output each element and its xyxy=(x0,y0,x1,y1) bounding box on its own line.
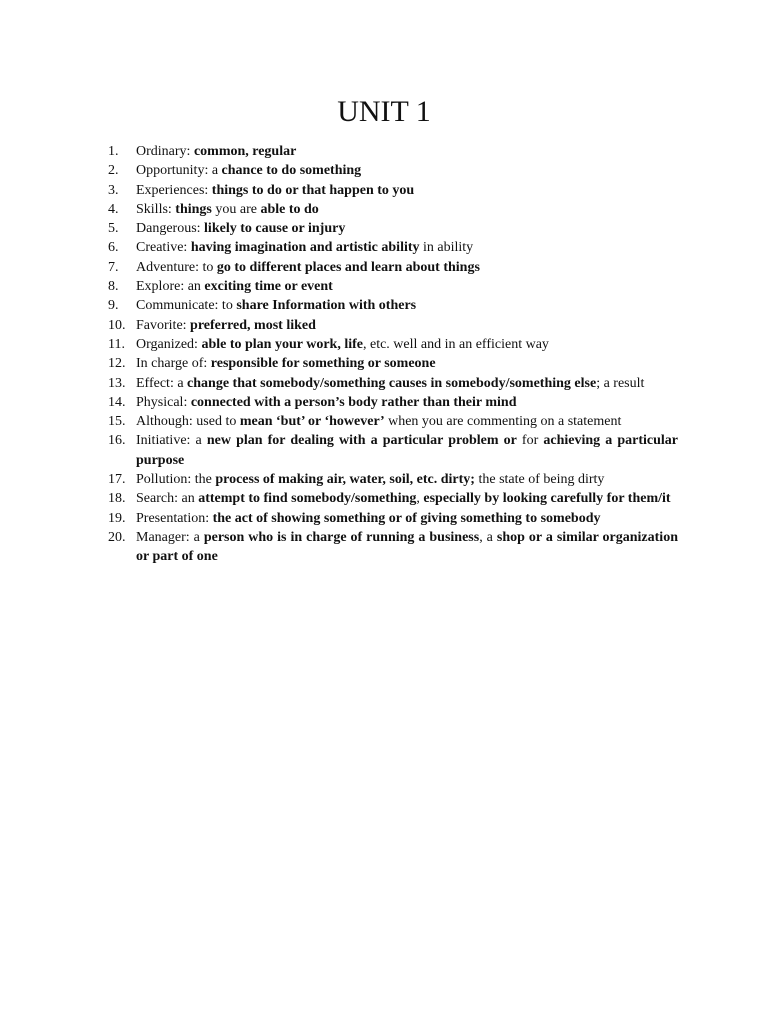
list-item-definition xyxy=(136,354,678,373)
list-item xyxy=(108,296,678,315)
list-item-definition xyxy=(136,238,678,257)
list-item-number: 6. xyxy=(108,240,119,256)
list-item-number: 12. xyxy=(108,356,126,372)
list-item-definition xyxy=(136,489,678,508)
plain-text: when you are commenting on a statement xyxy=(384,414,622,430)
bold-text: likely to cause or injury xyxy=(204,221,346,237)
list-item xyxy=(108,412,678,431)
plain-text: Organized: xyxy=(136,336,202,352)
plain-text: Search: an xyxy=(136,491,199,507)
plain-text: Favorite: xyxy=(136,317,191,333)
list-item xyxy=(108,142,678,161)
plain-text: Dangerous: xyxy=(136,221,205,237)
plain-text: for xyxy=(516,433,544,449)
plain-text: , a xyxy=(479,529,497,545)
list-item xyxy=(108,431,678,470)
plain-text: Effect: a xyxy=(136,375,188,391)
plain-text: Creative: xyxy=(136,240,191,256)
bold-text: having imagination and artistic ability xyxy=(190,240,420,256)
bold-text: change that somebody/something causes in somebody/something else xyxy=(187,375,597,391)
list-item-definition xyxy=(136,412,678,431)
bold-text: able to plan your work, life xyxy=(201,336,363,352)
list-item-number: 16. xyxy=(108,433,126,449)
list-item xyxy=(108,277,678,296)
bold-text: connected with a person’s body rather than their mind xyxy=(190,394,517,410)
bold-text: person who is in charge of running a business xyxy=(203,529,480,545)
list-item-number: 8. xyxy=(108,279,119,295)
list-item-number: 10. xyxy=(108,317,126,333)
list-item-definition xyxy=(136,277,678,296)
list-item-definition xyxy=(136,528,678,567)
list-item-definition xyxy=(136,296,678,315)
plain-text: Pollution: the xyxy=(136,472,216,488)
plain-text: Initiative: a xyxy=(136,433,207,449)
list-item-number: 15. xyxy=(108,414,126,430)
list-item-number: 9. xyxy=(108,298,119,314)
plain-text: , xyxy=(416,491,424,507)
list-item xyxy=(108,219,678,238)
list-item-number: 4. xyxy=(108,201,119,217)
plain-text: Although: used to xyxy=(136,414,240,430)
plain-text: Skills: xyxy=(136,201,176,217)
list-item-definition xyxy=(136,200,678,219)
list-item-definition xyxy=(136,393,678,412)
plain-text: Physical: xyxy=(136,394,191,410)
bold-text: common, regular xyxy=(193,144,297,159)
plain-text: Presentation: xyxy=(136,510,213,526)
list-item-definition xyxy=(136,181,678,200)
page-title: UNIT 1 xyxy=(337,95,431,128)
list-item xyxy=(108,161,678,180)
vocabulary-list xyxy=(108,142,678,567)
bold-text: achieving a particular purpose xyxy=(136,433,679,468)
list-item-number: 13. xyxy=(108,375,126,391)
list-item xyxy=(108,374,678,393)
plain-text: Manager: a xyxy=(136,529,204,545)
list-item-definition xyxy=(136,161,678,180)
bold-text: shop or a similar organization or part of one xyxy=(136,529,678,565)
list-item xyxy=(108,238,678,257)
list-item xyxy=(108,528,678,567)
list-item-number: 2. xyxy=(108,163,119,179)
list-item xyxy=(108,470,678,489)
list-item xyxy=(108,354,678,373)
bold-text: things xyxy=(175,201,212,217)
list-item-definition xyxy=(136,316,678,335)
list-item-definition xyxy=(136,470,678,489)
plain-text: ; a result xyxy=(596,375,645,391)
list-item-definition xyxy=(136,335,678,354)
list-item xyxy=(108,258,678,277)
list-item xyxy=(108,489,678,508)
list-item-number: 1. xyxy=(108,144,119,159)
plain-text: you are xyxy=(211,201,261,217)
list-item-number: 17. xyxy=(108,472,126,488)
bold-text: go to different places and learn about things xyxy=(216,259,480,275)
list-item-definition xyxy=(136,142,678,161)
bold-text: process of making air, water, soil, etc. dirty; xyxy=(215,472,475,488)
list-item-number: 11. xyxy=(108,336,125,352)
list-item-number: 14. xyxy=(108,394,126,410)
plain-text: the state of being dirty xyxy=(474,472,605,488)
list-item-number: 7. xyxy=(108,259,119,275)
bold-text: things to do or that happen to you xyxy=(211,182,415,198)
plain-text: In charge of: xyxy=(136,356,211,372)
bold-text: share Information with others xyxy=(236,298,417,314)
bold-text: mean ‘but’ or ‘however’ xyxy=(239,414,385,430)
plain-text: Communicate: to xyxy=(136,298,237,314)
list-item xyxy=(108,200,678,219)
list-item-definition xyxy=(136,258,678,277)
plain-text: Opportunity: a xyxy=(136,163,222,179)
bold-text: responsible for something or someone xyxy=(210,356,436,372)
list-item-number: 18. xyxy=(108,491,126,507)
list-item-number: 5. xyxy=(108,221,119,237)
list-item xyxy=(108,509,678,528)
bold-text: especially by looking carefully for them/it xyxy=(423,491,671,507)
bold-text: exciting time or event xyxy=(204,279,333,295)
plain-text: Experiences: xyxy=(136,182,212,198)
list-item-definition xyxy=(136,374,678,393)
list-item-definition xyxy=(136,431,678,470)
bold-text: attempt to find somebody/something xyxy=(198,491,417,507)
bold-text: able to do xyxy=(260,201,319,217)
list-item xyxy=(108,335,678,354)
bold-text: chance to do something xyxy=(221,163,362,179)
list-item-number: 3. xyxy=(108,182,119,198)
list-item-definition xyxy=(136,509,678,528)
list-item-number: 20. xyxy=(108,529,126,545)
bold-text: preferred, most liked xyxy=(190,317,316,333)
list-item xyxy=(108,181,678,200)
bold-text: new plan for dealing with a particular problem or xyxy=(206,433,517,449)
list-item xyxy=(108,393,678,412)
plain-text: Ordinary: xyxy=(136,144,194,159)
plain-text: , etc. well and in an efficient way xyxy=(362,336,549,352)
list-item xyxy=(108,316,678,335)
list-item-definition xyxy=(136,219,678,238)
plain-text: Adventure: to xyxy=(136,259,217,275)
plain-text: in ability xyxy=(419,240,474,256)
plain-text: Explore: an xyxy=(136,279,205,295)
bold-text: the act of showing something or of giving something to somebody xyxy=(212,510,601,526)
list-item-number: 19. xyxy=(108,510,126,526)
